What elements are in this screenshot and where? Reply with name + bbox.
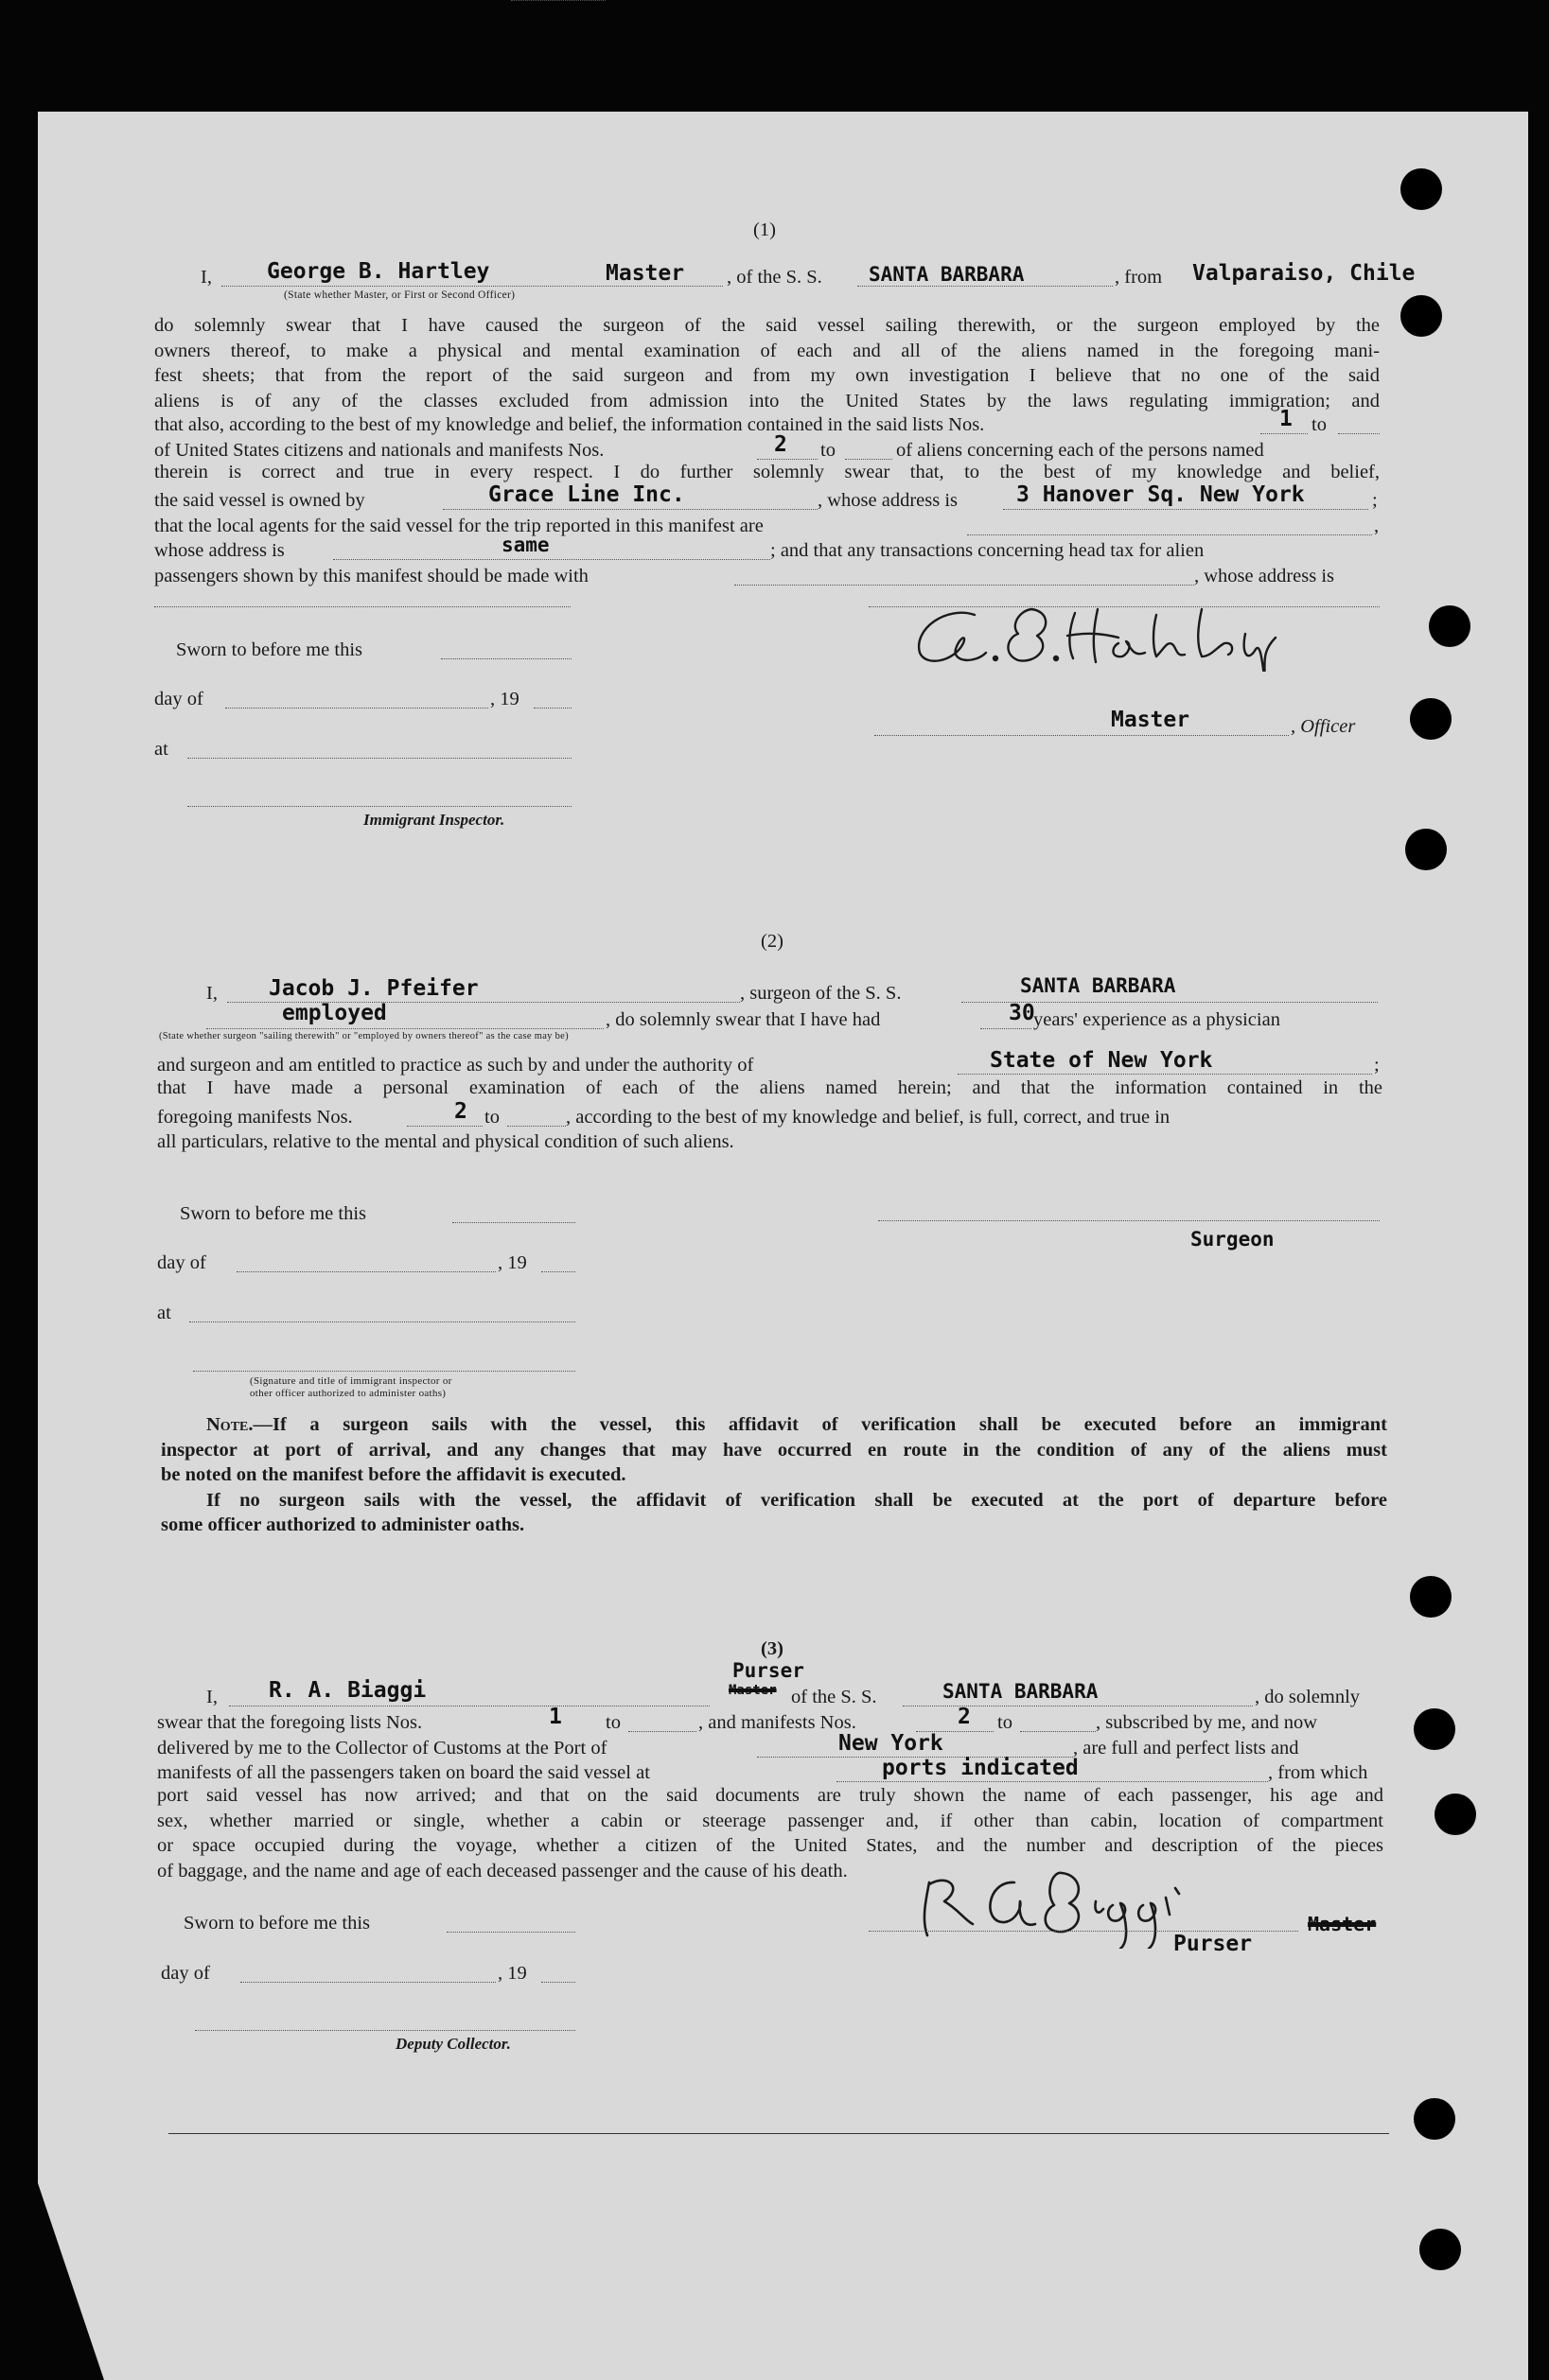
punch-hole xyxy=(1405,829,1447,870)
passengers-line: passengers shown by this manifest should be made with xyxy=(154,566,589,586)
foregoing-label: foregoing manifests Nos. xyxy=(157,1107,353,1128)
fill-line xyxy=(187,758,572,759)
fill-line xyxy=(206,1028,604,1029)
fill-line xyxy=(1260,433,1308,434)
signature-caption: other officer authorized to administer oaths) xyxy=(250,1388,447,1399)
fill-line xyxy=(221,286,723,287)
fill-line xyxy=(447,1932,575,1933)
fill-line xyxy=(1020,1731,1096,1732)
punch-hole xyxy=(1429,605,1470,647)
swear-line: swear that the foregoing lists Nos. xyxy=(157,1712,423,1733)
year-label: , 19 xyxy=(498,1963,527,1984)
surgeon-status: employed xyxy=(282,1001,387,1025)
lists-from: 1 xyxy=(1279,407,1293,431)
fill-line xyxy=(836,1781,1268,1782)
bottom-rule xyxy=(168,2133,1389,2134)
fill-line xyxy=(237,1271,496,1272)
subscribed-label: , subscribed by me, and now xyxy=(1096,1712,1317,1733)
section-number: (2) xyxy=(761,931,783,952)
citizens-line: of United States citizens and nationals and manifests Nos. xyxy=(154,440,605,461)
fill-line xyxy=(874,735,1289,736)
years-label: years' experience as a physician xyxy=(1033,1009,1280,1030)
fill-line xyxy=(878,1220,1380,1221)
fill-line xyxy=(734,585,1194,586)
arrival-port: New York xyxy=(838,1731,943,1756)
day-of-label: day of xyxy=(161,1963,210,1984)
fill-line xyxy=(1003,509,1368,510)
at-label: at xyxy=(157,1303,171,1323)
purser-name: R. A. Biaggi xyxy=(269,1678,427,1703)
section-number: (3) xyxy=(761,1638,783,1659)
exam-line: that I have made a personal examination of each of the aliens named herein; and that the information contained in the xyxy=(157,1077,1382,1098)
vessel-name: SANTA BARBARA xyxy=(869,263,1025,286)
day-of-label: day of xyxy=(157,1252,206,1273)
fill-line xyxy=(628,1731,696,1732)
to-label: to xyxy=(606,1712,621,1733)
of-ss-label: , of the S. S. xyxy=(727,267,822,288)
fill-line xyxy=(240,1982,496,1983)
inspector-caption: Immigrant Inspector. xyxy=(363,811,505,829)
semicolon: ; xyxy=(1372,490,1378,511)
fill-line xyxy=(443,509,818,510)
fill-line xyxy=(511,0,606,1)
whose-address-label: , whose address is xyxy=(818,490,959,511)
fill-line xyxy=(195,2030,575,2031)
fill-line xyxy=(1338,433,1380,434)
fill-line xyxy=(441,658,572,659)
i-label: I, xyxy=(206,983,218,1004)
signer-title: Master xyxy=(1111,708,1190,732)
fill-line xyxy=(980,1028,1031,1029)
fill-line xyxy=(187,806,572,807)
manifests-line-b: , from which xyxy=(1268,1762,1368,1783)
lists-from: 1 xyxy=(549,1705,562,1729)
rank-caption: (State whether Master, or First or Second Officer) xyxy=(284,289,516,301)
fill-line xyxy=(534,708,572,709)
signer-title: Surgeon xyxy=(1190,1228,1275,1251)
to-label: to xyxy=(1311,414,1327,435)
fill-line xyxy=(507,1126,566,1127)
semicolon: ; xyxy=(1374,1055,1380,1076)
signature-caption: (Signature and title of immigrant inspector or xyxy=(250,1375,452,1387)
master-name: George B. Hartley xyxy=(267,259,490,284)
owned-by-label: the said vessel is owned by xyxy=(154,490,365,511)
fill-line xyxy=(958,1074,1372,1075)
fill-line xyxy=(541,1982,575,1983)
to-label: to xyxy=(484,1107,500,1128)
delivered-line: delivered by me to the Collector of Customs at the Port of xyxy=(157,1738,607,1759)
status-caption: (State whether surgeon "sailing therewith" or "employed by owners thereof" as the case may be) xyxy=(159,1031,569,1041)
do-solemnly-label: , do solemnly xyxy=(1255,1687,1361,1707)
agents-line: that the local agents for the said vessel for the trip reported in this manifest are xyxy=(154,516,764,536)
punch-hole xyxy=(1400,295,1442,337)
fill-line xyxy=(154,606,571,607)
punch-hole xyxy=(1414,1708,1455,1750)
authority: State of New York xyxy=(990,1048,1213,1073)
fill-line xyxy=(189,1321,575,1322)
delivered-line-b: , are full and perfect lists and xyxy=(1073,1738,1299,1759)
agent-address-label: whose address is xyxy=(154,540,285,561)
to-label: to xyxy=(820,440,836,461)
collector-caption: Deputy Collector. xyxy=(396,2035,511,2053)
fill-line xyxy=(193,1371,575,1372)
i-label: I, xyxy=(206,1687,218,1707)
body-text: do solemnly swear that I have caused the surgeon of the said vessel sailing therewith, or the surgeon employed by the owners thereof, to make a physical and mental examination of each and all of the aliens named in the foregoing mani- fest sheets; that from the report of the said surgeon and from my own investigation I believe that no one of the said aliens is of any of the classes excluded from admission into the United States by the laws regulating immigration; and xyxy=(154,315,1380,411)
agent-address: same xyxy=(502,534,550,556)
headtax-line: ; and that any transactions concerning head tax for alien xyxy=(770,540,1205,561)
from-label: , from xyxy=(1115,267,1163,288)
master-signature xyxy=(908,596,1325,672)
authority-line: and surgeon and am entitled to practice as such by and under the authority of xyxy=(157,1055,754,1076)
struck-title: Master xyxy=(1308,1913,1377,1935)
fill-line xyxy=(541,1271,575,1272)
sworn-label: Sworn to before me this xyxy=(180,1203,366,1224)
at-label: at xyxy=(154,739,168,760)
vessel-name: SANTA BARBARA xyxy=(1020,974,1176,997)
day-of-label: day of xyxy=(154,689,203,709)
punch-hole xyxy=(1410,698,1452,740)
lists-line: that also, according to the best of my knowledge and belief, the information contained in the said lists Nos. xyxy=(154,414,985,435)
punch-hole xyxy=(1414,2098,1455,2140)
purser-rank: Purser xyxy=(732,1659,804,1682)
manifests-from: 2 xyxy=(454,1099,467,1124)
punch-hole xyxy=(1435,1794,1476,1835)
punch-hole xyxy=(1410,1576,1452,1618)
of-ss-label: of the S. S. xyxy=(791,1687,877,1707)
punch-hole xyxy=(1400,168,1442,210)
signer-title: Purser xyxy=(1173,1932,1253,1956)
to-label: to xyxy=(997,1712,1012,1733)
comma: , xyxy=(1374,516,1380,536)
sworn-label: Sworn to before me this xyxy=(184,1913,370,1934)
years-experience: 30 xyxy=(1009,1001,1035,1025)
year-label: , 19 xyxy=(498,1252,527,1273)
manifests-line: manifests of all the passengers taken on board the said vessel at xyxy=(157,1762,650,1783)
fill-line xyxy=(857,286,1113,287)
note: Note.—If a surgeon sails with the vessel, this affidavit of verification shall be executed before an immigrant inspector at port of arrival, and any changes that may have occurred en route in the condition of any of the aliens must be noted on the manifest before the affidavit is executed. If no surgeon sails with the vessel, the affidavit of verification shall be executed at the port of departure before some officer authorized to administer oaths. xyxy=(161,1414,1387,1536)
fill-line xyxy=(452,1222,575,1223)
sworn-label: Sworn to before me this xyxy=(176,639,362,660)
master-rank: Master xyxy=(606,261,685,286)
manifests-from: 2 xyxy=(774,432,787,457)
foregoing-line-b: , according to the best of my knowledge and belief, is full, correct, and true in xyxy=(566,1107,1171,1128)
officer-label: , Officer xyxy=(1291,716,1356,737)
year-label: , 19 xyxy=(490,689,519,709)
punch-hole xyxy=(1419,2229,1461,2270)
fill-line xyxy=(407,1126,483,1127)
vessel-name: SANTA BARBARA xyxy=(942,1680,1099,1703)
ports-indicated: ports indicated xyxy=(882,1756,1079,1780)
surgeon-of-label: , surgeon of the S. S. xyxy=(740,983,902,1004)
swear-line: , do solemnly swear that I have had xyxy=(606,1009,881,1030)
correct-line: therein is correct and true in every respect. I do further solemnly swear that, to the best of my knowledge and belief, xyxy=(154,462,1380,482)
owner-address: 3 Hanover Sq. New York xyxy=(1016,482,1305,507)
fill-line xyxy=(967,534,1372,535)
section-number: (1) xyxy=(753,219,776,240)
body-text: port said vessel has now arrived; and that on the said documents are truly shown the name of each passenger, his age and sex, whether married or single, whether a cabin or steerage passenger and, if other than cabin, location of compartment or space occupied during the voyage, whether a citizen of the United States, and the number and description of the pieces of baggage, and the name and age of each deceased passenger and the cause of his death. xyxy=(157,1785,1383,1881)
and-manifests-label: , and manifests Nos. xyxy=(698,1712,856,1733)
i-label: I, xyxy=(201,267,212,288)
surgeon-name: Jacob J. Pfeifer xyxy=(269,976,479,1001)
fill-line xyxy=(225,708,488,709)
manifests-from: 2 xyxy=(958,1705,971,1729)
fill-line xyxy=(333,559,770,560)
whose-address-line: , whose address is xyxy=(1194,566,1335,586)
citizens-line-b: of aliens concerning each of the persons named xyxy=(896,440,1264,461)
owner: Grace Line Inc. xyxy=(488,482,685,507)
struck-rank: Master xyxy=(729,1683,777,1698)
particulars-line: all particulars, relative to the mental and physical condition of such aliens. xyxy=(157,1131,734,1152)
departure-port: Valparaiso, Chile xyxy=(1192,261,1416,286)
